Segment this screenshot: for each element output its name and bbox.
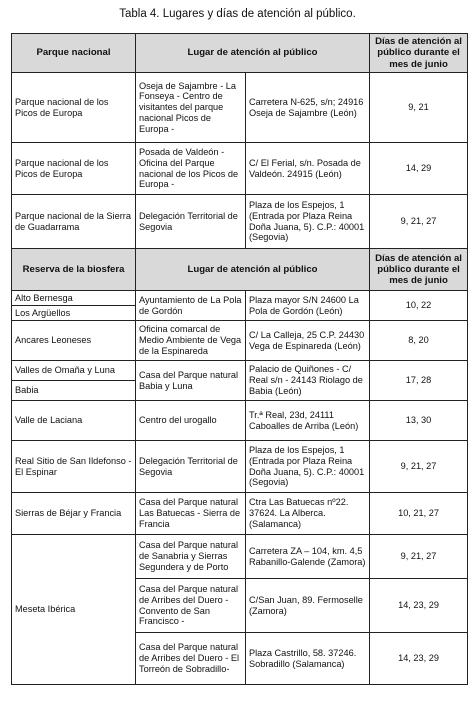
dias-cell: 10, 22: [370, 291, 468, 321]
table-row: [12, 73, 468, 143]
header-parque-nacional: Parque nacional: [12, 34, 136, 73]
direccion-cell: C/ El Ferial, s/n. Posada de Valdeón. 24915 (León): [246, 143, 370, 195]
table-caption: Tabla 4. Lugares y días de atención al público.: [119, 8, 356, 20]
dias-cell: 14, 23, 29: [370, 633, 468, 685]
lugar-cell: Ayuntamiento de La Pola de Gordón: [136, 291, 246, 321]
header-reserva-biosfera: Reserva de la biosfera: [12, 249, 136, 291]
direccion-cell: Plaza de los Espejos, 1 (Entrada por Plaza Reina Doña Juana, 5). C.P.: 40001 (Segovia): [246, 195, 370, 249]
reserva-name: Valle de Laciana: [12, 401, 136, 441]
lugar-cell: Casa del Parque natural Babia y Luna: [136, 361, 246, 401]
header-lugar: Lugar de atención al público: [136, 249, 370, 291]
table-row: [12, 441, 468, 493]
lugar-cell: Oseja de Sajambre - La Fonseya - Centro de visitantes del parque nacional Picos de Europa -: [136, 73, 246, 143]
table-row: [12, 535, 468, 579]
dias-cell: 14, 29: [370, 143, 468, 195]
dias-cell: 13, 30: [370, 401, 468, 441]
reserva-name: Ancares Leoneses: [12, 321, 136, 361]
header-row-reservas: [12, 249, 468, 291]
direccion-cell: Tr.ª Real, 23d, 24111 Caboalles de Arriba (León): [246, 401, 370, 441]
dias-cell: 10, 21, 27: [370, 493, 468, 535]
dias-cell: 17, 28: [370, 361, 468, 401]
reserva-name: Alto Bernesga: [12, 291, 136, 306]
reserva-name: Meseta Ibérica: [12, 535, 136, 685]
direccion-cell: C/San Juan, 89. Fermoselle (Zamora): [246, 579, 370, 633]
lugar-cell: Casa del Parque natural de Arribes del Duero - El Torreón de Sobradillo-: [136, 633, 246, 685]
direccion-cell: Ctra Las Batuecas nº22. 37624. La Alberca. (Salamanca): [246, 493, 370, 535]
dias-cell: 14, 23, 29: [370, 579, 468, 633]
table-row: [12, 361, 468, 381]
dias-cell: 9, 21, 27: [370, 195, 468, 249]
lugar-cell: Casa del Parque natural de Sanabria y Sierras Segundera y de Porto: [136, 535, 246, 579]
header-dias: Días de atención al público durante el mes de junio: [370, 34, 468, 73]
reserva-name: Valles de Omaña y Luna: [12, 361, 136, 381]
table-row: [12, 321, 468, 361]
dias-cell: 9, 21: [370, 73, 468, 143]
attention-table: [11, 33, 468, 685]
direccion-cell: Carretera N-625, s/n; 24916 Oseja de Sajambre (León): [246, 73, 370, 143]
reserva-name: Sierras de Béjar y Francia: [12, 493, 136, 535]
parque-name: Parque nacional de los Picos de Europa: [12, 143, 136, 195]
direccion-cell: Carretera ZA – 104, km. 4,5 Rabanillo-Galende (Zamora): [246, 535, 370, 579]
direccion-cell: Plaza Castrillo, 58. 37246. Sobradillo (Salamanca): [246, 633, 370, 685]
lugar-cell: Posada de Valdeón - Oficina del Parque nacional de los Picos de Europa -: [136, 143, 246, 195]
parque-name: Parque nacional de la Sierra de Guadarrama: [12, 195, 136, 249]
lugar-cell: Centro del urogallo: [136, 401, 246, 441]
table-row: [12, 401, 468, 441]
direccion-cell: Palacio de Quiñones - C/ Real s/n - 24143 Riolago de Babia (León): [246, 361, 370, 401]
direccion-cell: C/ La Calleja, 25 C.P. 24430 Vega de Espinareda (León): [246, 321, 370, 361]
reserva-name: Babia: [12, 381, 136, 401]
table-row: [12, 291, 468, 306]
lugar-cell: Delegación Territorial de Segovia: [136, 195, 246, 249]
table-row: [12, 143, 468, 195]
lugar-cell: Casa del Parque natural Las Batuecas - Sierra de Francia: [136, 493, 246, 535]
dias-cell: 8, 20: [370, 321, 468, 361]
direccion-cell: Plaza de los Espejos, 1 (Entrada por Plaza Reina Doña Juana, 5). C.P.: 40001 (Segovia): [246, 441, 370, 493]
dias-cell: 9, 21, 27: [370, 535, 468, 579]
reserva-name: Los Argüellos: [12, 306, 136, 321]
reserva-name: Real Sitio de San Ildefonso -El Espinar: [12, 441, 136, 493]
table-row: [12, 493, 468, 535]
dias-cell: 9, 21, 27: [370, 441, 468, 493]
lugar-cell: Delegación Territorial de Segovia: [136, 441, 246, 493]
direccion-cell: Plaza mayor S/N 24600 La Pola de Gordón (León): [246, 291, 370, 321]
lugar-cell: Oficina comarcal de Medio Ambiente de Vega de la Espinareda: [136, 321, 246, 361]
header-dias: Días de atención al público durante el mes de junio: [370, 249, 468, 291]
header-row-parques: [12, 34, 468, 73]
table-row: [12, 195, 468, 249]
lugar-cell: Casa del Parque natural de Arribes del Duero - Convento de San Francisco -: [136, 579, 246, 633]
parque-name: Parque nacional de los Picos de Europa: [12, 73, 136, 143]
header-lugar: Lugar de atención al público: [136, 34, 370, 73]
